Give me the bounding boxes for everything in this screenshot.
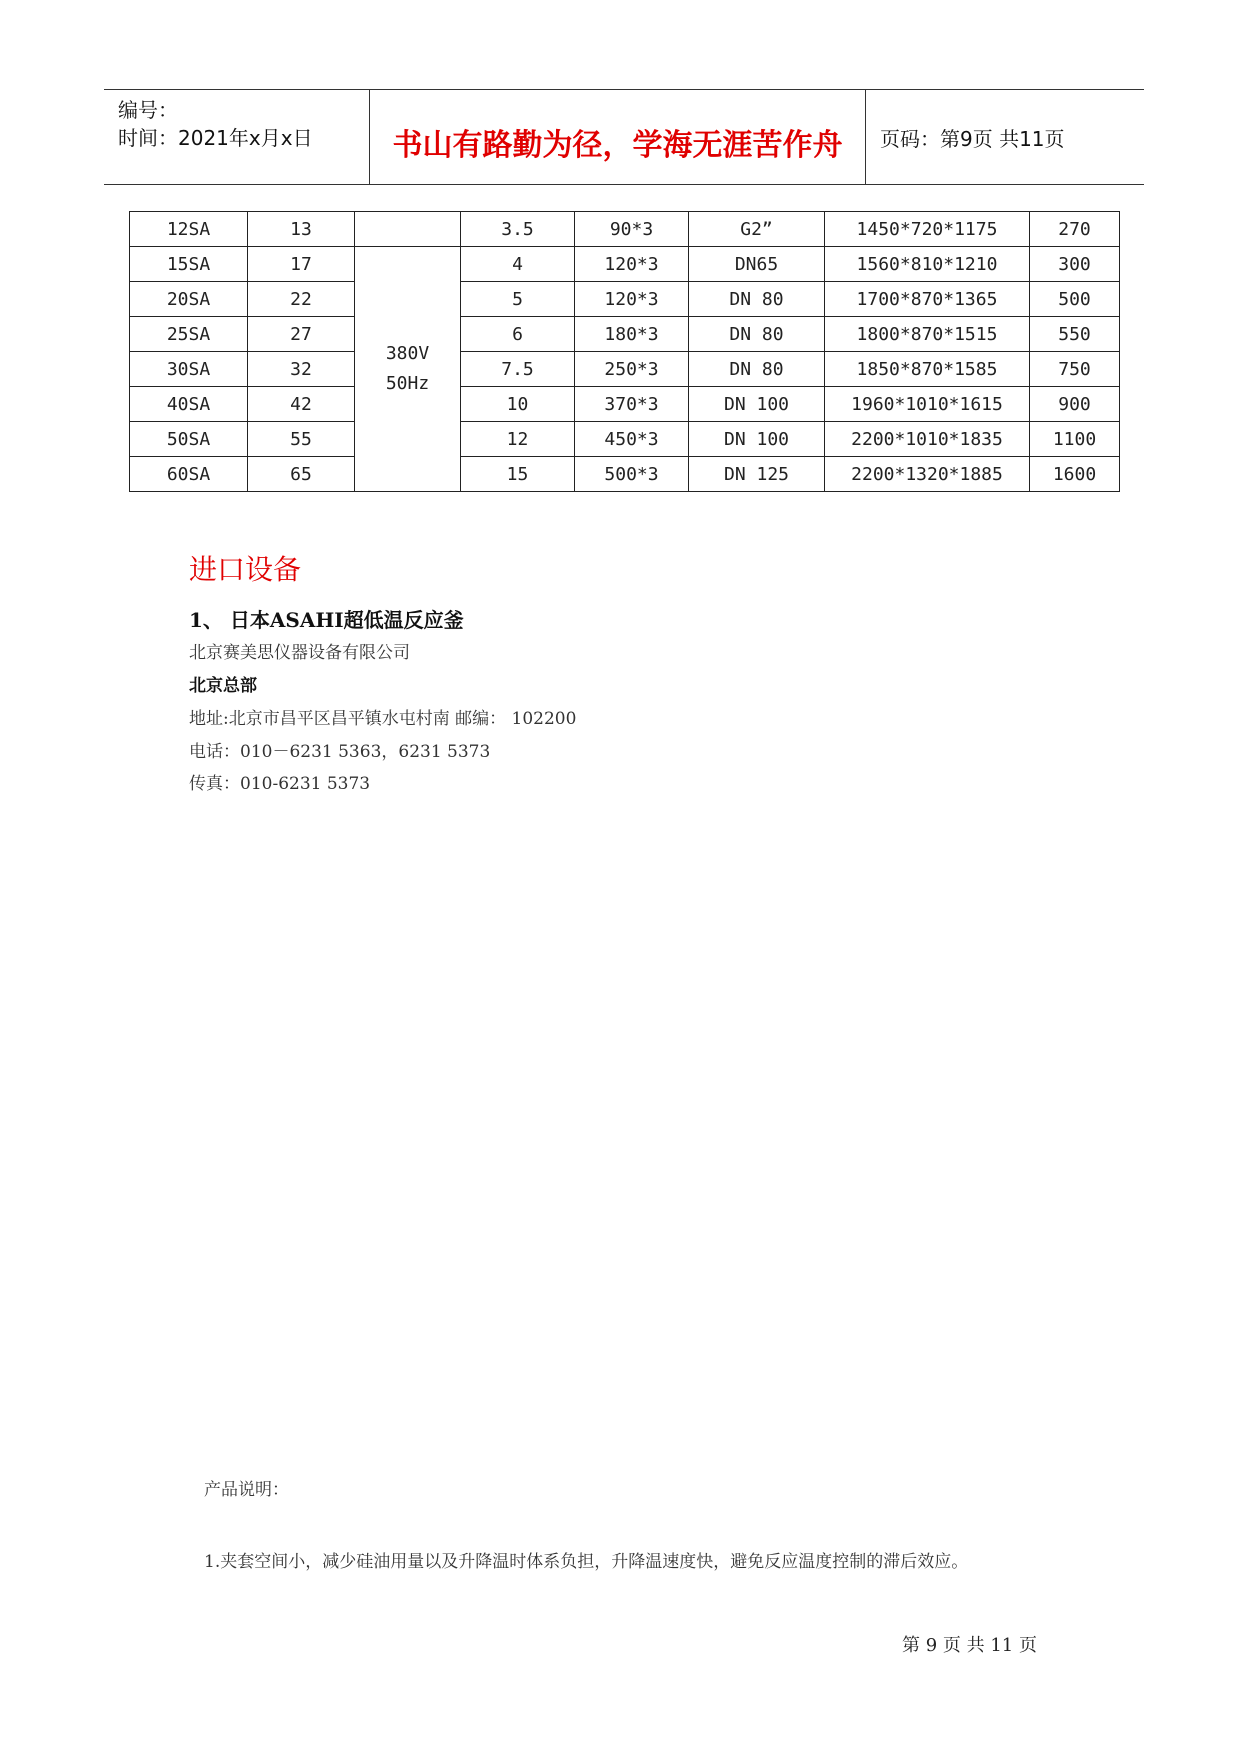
cell-value: 90*3 <box>575 212 689 247</box>
table-row <box>130 212 1120 247</box>
table-row <box>130 317 1120 352</box>
cell-dimensions: 1700*870*1365 <box>825 282 1030 317</box>
cell-dimensions: 1560*810*1210 <box>825 247 1030 282</box>
voltage-cell <box>355 247 461 492</box>
item-title: 1、 日本ASAHI超低温反应釜 <box>189 608 464 632</box>
cell-power: 17 <box>248 247 355 282</box>
cell-dimensions: 1960*1010*1615 <box>825 387 1030 422</box>
hq-label: 北京总部 <box>189 676 257 696</box>
cell-connection: DN 80 <box>689 317 825 352</box>
cell-connection: G2” <box>689 212 825 247</box>
section-title: 进口设备 <box>189 553 302 586</box>
fax-line: 传真：010-6231 5373 <box>189 774 371 794</box>
cell-connection: DN 100 <box>689 422 825 457</box>
table-row <box>130 387 1120 422</box>
cell-dimensions: 1800*870*1515 <box>825 317 1030 352</box>
frequency-label: 50Hz <box>385 373 430 394</box>
page-label: 页码：第9页 共11页 <box>880 127 1065 151</box>
table-row <box>130 282 1120 317</box>
cell-value: 450*3 <box>575 422 689 457</box>
header-motto-cell <box>369 90 866 184</box>
cell-connection: DN65 <box>689 247 825 282</box>
cell-weight: 1600 <box>1030 457 1120 492</box>
address-line: 地址:北京市昌平区昌平镇水屯村南 邮编： 102200 <box>189 709 577 729</box>
spec-table <box>129 211 1120 492</box>
cell-value: 4 <box>461 247 575 282</box>
cell-value: 7.5 <box>461 352 575 387</box>
cell-value: 370*3 <box>575 387 689 422</box>
cell-connection: DN 100 <box>689 387 825 422</box>
cell-weight: 750 <box>1030 352 1120 387</box>
cell-power: 32 <box>248 352 355 387</box>
cell-weight: 270 <box>1030 212 1120 247</box>
number-label: 编号： <box>118 98 178 122</box>
time-label: 时间：2021年x月x日 <box>118 126 313 150</box>
description-point-1: 1.夹套空间小，减少硅油用量以及升降温时体系负担，升降温速度快，避免反应温度控制的滞后效应。 <box>204 1552 969 1572</box>
voltage-label: 380V <box>385 343 430 364</box>
cell-weight: 500 <box>1030 282 1120 317</box>
cell-weight: 300 <box>1030 247 1120 282</box>
cell-connection: DN 80 <box>689 282 825 317</box>
cell-weight: 900 <box>1030 387 1120 422</box>
cell-model: 50SA <box>130 422 248 457</box>
cell-power: 55 <box>248 422 355 457</box>
page-header <box>104 89 1144 185</box>
cell-value: 3.5 <box>461 212 575 247</box>
page-footer: 第 9 页 共 11 页 <box>902 1635 1037 1656</box>
cell-power: 22 <box>248 282 355 317</box>
cell-model: 60SA <box>130 457 248 492</box>
cell-power: 13 <box>248 212 355 247</box>
cell-model: 15SA <box>130 247 248 282</box>
cell-model: 20SA <box>130 282 248 317</box>
cell-connection: DN 80 <box>689 352 825 387</box>
cell-connection: DN 125 <box>689 457 825 492</box>
cell-value: 120*3 <box>575 247 689 282</box>
header-info <box>104 90 369 184</box>
cell-power: 65 <box>248 457 355 492</box>
cell-dimensions: 1850*870*1585 <box>825 352 1030 387</box>
cell-value: 5 <box>461 282 575 317</box>
cell-value: 6 <box>461 317 575 352</box>
cell-value: 15 <box>461 457 575 492</box>
cell-dimensions: 1450*720*1175 <box>825 212 1030 247</box>
header-page-cell <box>866 90 1144 184</box>
motto: 书山有路勤为径，学海无涯苦作舟 <box>392 128 843 163</box>
cell-value: 250*3 <box>575 352 689 387</box>
cell-empty <box>355 212 461 247</box>
cell-model: 25SA <box>130 317 248 352</box>
cell-weight: 1100 <box>1030 422 1120 457</box>
cell-power: 42 <box>248 387 355 422</box>
cell-dimensions: 2200*1010*1835 <box>825 422 1030 457</box>
cell-value: 120*3 <box>575 282 689 317</box>
table-row <box>130 422 1120 457</box>
cell-value: 500*3 <box>575 457 689 492</box>
cell-model: 40SA <box>130 387 248 422</box>
cell-power: 27 <box>248 317 355 352</box>
cell-weight: 550 <box>1030 317 1120 352</box>
cell-model: 30SA <box>130 352 248 387</box>
company-name: 北京赛美思仪器设备有限公司 <box>189 643 410 663</box>
table-row <box>130 457 1120 492</box>
description-label: 产品说明： <box>204 1480 289 1500</box>
cell-dimensions: 2200*1320*1885 <box>825 457 1030 492</box>
table-row <box>130 247 1120 282</box>
cell-value: 180*3 <box>575 317 689 352</box>
cell-model: 12SA <box>130 212 248 247</box>
table-row <box>130 352 1120 387</box>
cell-value: 12 <box>461 422 575 457</box>
cell-value: 10 <box>461 387 575 422</box>
phone-line: 电话：010－6231 5363，6231 5373 <box>189 742 491 762</box>
